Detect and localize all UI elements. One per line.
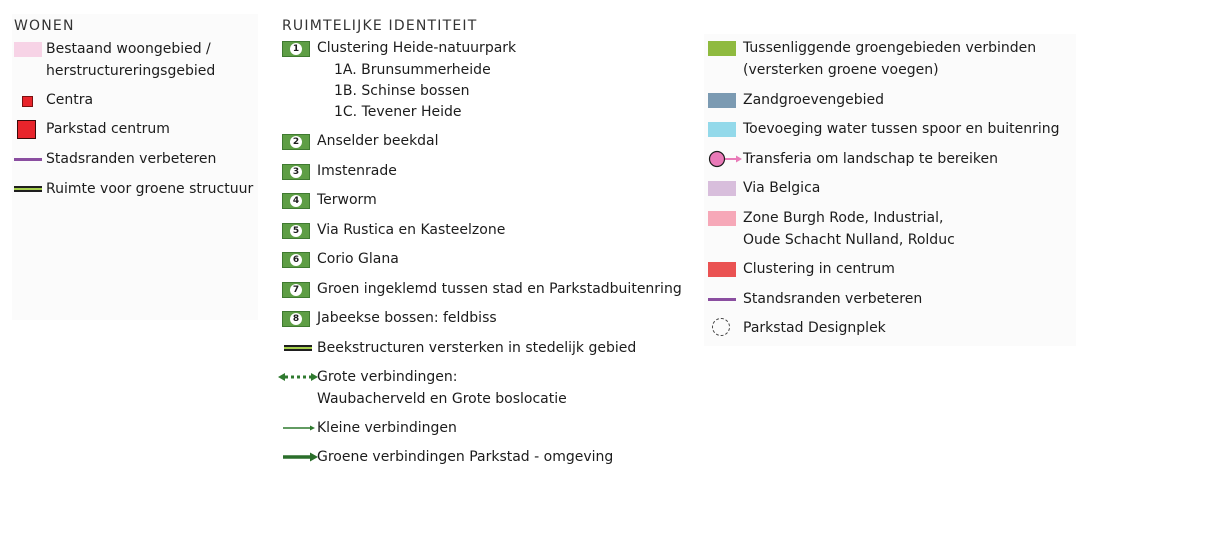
legend-label-line2: (versterken groene voegen) [743,62,939,78]
blue-grey-area-swatch [708,93,736,108]
badge-number: 4 [290,195,302,207]
green-area-swatch [708,41,736,56]
legend-label: Beekstructuren versterken in stedelijk gebied [317,340,637,356]
legend-label: Corio Glana [317,251,399,267]
number-badge-icon [282,134,310,150]
ruimte-heading: RUIMTELIJKE IDENTITEIT [282,18,478,34]
number-badge-icon [282,41,310,57]
dotted-double-arrow-icon [278,370,318,384]
legend-label: Terworm [317,192,377,208]
legend-label: Via Rustica en Kasteelzone [317,222,506,238]
legend-label: Grote verbindingen: [317,369,458,385]
legend-label: Groene verbindingen Parkstad - omgeving [317,449,614,465]
legend-label-line2: Oude Schacht Nulland, Rolduc [743,232,955,248]
number-badge-icon [282,223,310,239]
green-black-line-icon [284,345,312,351]
thick-arrow-icon [282,450,318,464]
pink-area-swatch [708,211,736,226]
light-blue-area-swatch [708,122,736,137]
badge-number: 5 [290,225,302,237]
legend-label: Jabeekse bossen: feldbiss [317,310,497,326]
legend-label: Centra [46,92,94,108]
thin-arrow-icon [282,422,316,434]
lilac-area-swatch [708,181,736,196]
number-badge-icon [282,282,310,298]
legend-label: Via Belgica [743,180,821,196]
legend-label: Ruimte voor groene structuur [46,181,254,197]
number-badge-icon [282,252,310,268]
dashed-circle-icon [712,318,730,336]
red-area-swatch [708,262,736,277]
badge-number: 3 [290,166,302,178]
wonen-heading: WONEN [14,18,75,34]
legend-label: Clustering in centrum [743,261,895,277]
sublabel-1a: 1A. Brunsummerheide [334,62,491,78]
badge-number: 1 [290,43,302,55]
legend-label: Transferia om landschap te bereiken [743,151,998,167]
legend-label: Toevoeging water tussen spoor en buitenring [743,121,1060,137]
legend-label-line2: herstructureringsgebied [46,63,216,79]
pink-circle-arrow-icon [708,150,742,168]
green-black-line-icon [14,186,42,192]
legend-label: Parkstad centrum [46,121,170,137]
purple-line-icon [708,298,736,301]
legend-label: Anselder beekdal [317,133,439,149]
legend-label: Tussenliggende groengebieden verbinden [743,40,1037,56]
legend-label-line2: Waubacherveld en Grote boslocatie [317,391,567,407]
badge-number: 7 [290,284,302,296]
badge-number: 8 [290,313,302,325]
legend-label: Stadsranden verbeteren [46,151,217,167]
purple-line-icon [14,158,42,161]
pink-area-swatch [14,42,42,57]
legend-label: Standsranden verbeteren [743,291,923,307]
sublabel-1c: 1C. Tevener Heide [334,104,462,120]
legend-label: Bestaand woongebied / [46,41,211,57]
sublabel-1b: 1B. Schinse bossen [334,83,470,99]
badge-number: 2 [290,136,302,148]
legend-label: Kleine verbindingen [317,420,457,436]
legend-label: Imstenrade [317,163,397,179]
number-badge-icon [282,193,310,209]
large-red-square-icon [17,120,36,139]
number-badge-icon [282,164,310,180]
legend-label: Zone Burgh Rode, Industrial, [743,210,944,226]
small-red-square-icon [22,96,33,107]
legend-label: Zandgroevengebied [743,92,884,108]
legend-label: Clustering Heide-natuurpark [317,40,517,56]
badge-number: 6 [290,254,302,266]
legend-label: Parkstad Designplek [743,320,886,336]
legend-label: Groen ingeklemd tussen stad en Parkstadbuitenring [317,281,682,297]
number-badge-icon [282,311,310,327]
